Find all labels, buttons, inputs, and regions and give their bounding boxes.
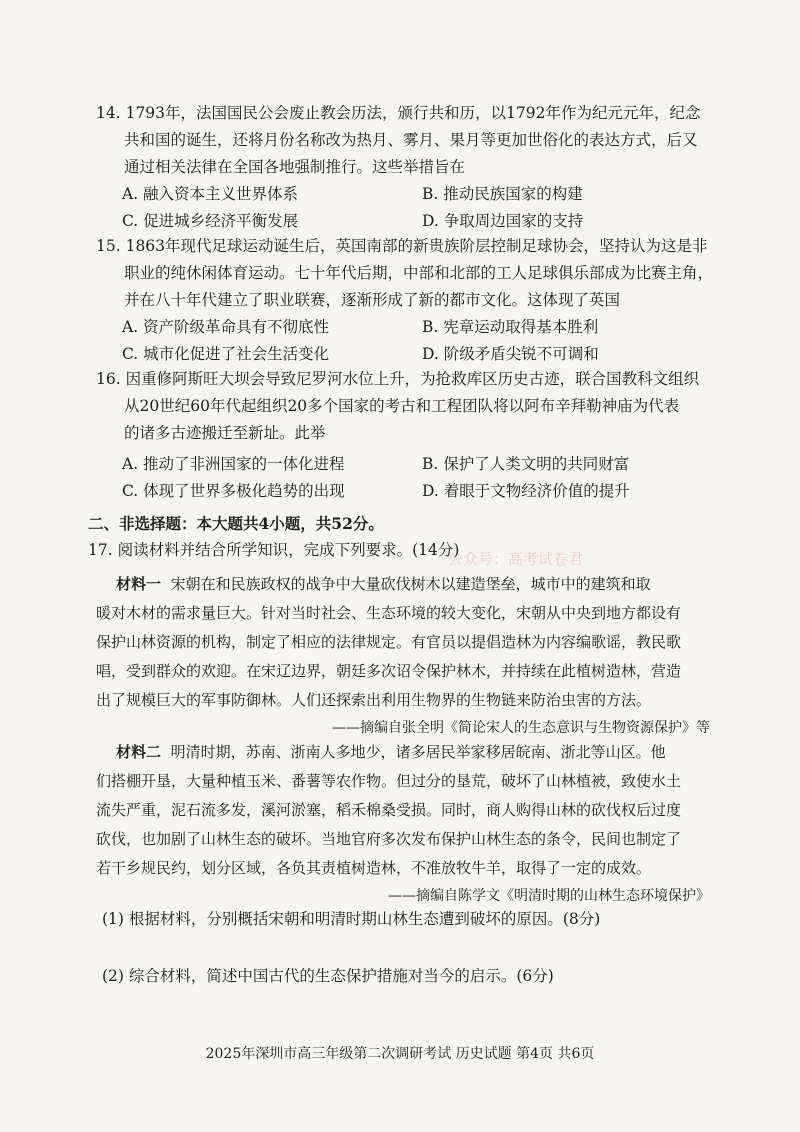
material-line: 出了规模巨大的军事防御林。人们还探索出利用生物界的生物链来防治虫害的方法。 [96,691,652,709]
question-16 [96,366,736,505]
material-line [96,738,716,767]
material-line: 唱，受到群众的欢迎。在宋辽边界，朝廷多次诏令保护林木，并持续在此植树造林，营造 [96,662,682,680]
question-stem-line: 14. 1793年，法国国民公会废止教会历法，颁行共和历，以1792年作为纪元元年，纪念 [96,104,701,122]
option-c: C. 城市化促进了社会生活变化 [122,345,330,363]
question-17-intro: 17. 阅读材料并结合所学知识，完成下列要求。(14分) [88,541,460,559]
material-1-source: ——摘编自张全明《简论宋人的生态意识与生物资源保护》等 [332,720,710,736]
option-d: D. 争取周边国家的支持 [422,212,584,230]
section-title: 二、非选择题：本大题共4小题，共52分。 [88,514,384,533]
material-line [96,570,716,599]
material-line: 流失严重，泥石流多发，溪河淤塞，稻禾棉桑受损。同时，商人购得山林的砍伐权后过度 [96,801,682,819]
watermark-text: 公众号：高考试卷君 [448,550,584,568]
question-stem-line: 通过相关法律在全国各地强制推行。这些举措旨在 [124,158,466,176]
option-d: D. 阶级矛盾尖锐不可调和 [422,345,599,363]
question-stem-line: 从20世纪60年代起组织20多个国家的考古和工程团队将以阿布辛拜勒神庙为代表 [124,397,680,415]
options-grid [96,447,736,505]
material-line: 砍伐，也加剧了山林生态的破坏。当地官府多次发布保护山林生态的条令，民间也制定了 [96,830,682,848]
question-stem-line: 的诸多古迹搬迁至新址。此举 [124,424,326,442]
page-footer: 2025年深圳市高三年级第二次调研考试 历史试题 第4页 共6页 [205,1046,595,1062]
options-grid [96,314,736,368]
material-text: 宋朝在和民族政权的战争中大量砍伐树木以建造堡垒，城市中的建筑和取 [170,575,651,593]
question-stem-line: 共和国的诞生，还将月份名称改为热月、雾月、果月等更加世俗化的表达方式，后又 [124,131,698,149]
question-14 [96,100,736,235]
option-a: A. 推动了非洲国家的一体化进程 [122,455,345,473]
material-1-heading: 材料一 [116,575,162,593]
question-15 [96,233,736,368]
question-stem-line: 并在八十年代建立了职业联赛，逐渐形成了新的都市文化。这体现了英国 [124,291,621,309]
option-b: B. 宪章运动取得基本胜利 [422,318,599,336]
option-d: D. 着眼于文物经济价值的提升 [422,482,630,500]
option-b: B. 推动民族国家的构建 [422,185,583,203]
material-2-source: ——摘编自陈学文《明清时期的山林生态环境保护》 [388,888,710,904]
option-a: A. 资产阶级革命具有不彻底性 [122,318,330,336]
question-stem-line: 16. 因重修阿斯旺大坝会导致尼罗河水位上升，为抢救库区历史古迹，联合国教科文组织 [96,370,700,388]
subquestion-text: (2) 综合材料，简述中国古代的生态保护措施对当今的启示。(6分) [102,967,554,985]
question-stem-line: 15. 1863年现代足球运动诞生后，英国南部的新贵族阶层控制足球协会，坚持认为这是非 [96,237,708,255]
options-grid [96,181,736,235]
material-line: 们搭棚开垦，大量种植玉米、番薯等农作物。但过分的垦荒，破坏了山林植被，致使水土 [96,772,682,790]
section-2 [88,510,728,564]
subquestion-text: (1) 根据材料，分别概括宋朝和明清时期山林生态遭到破坏的原因。(8分) [102,910,601,928]
material-2 [96,738,716,909]
material-line: 暖对木材的需求量巨大。针对当时社会、生态环境的较大变化，宋朝从中央到地方都设有 [96,604,682,622]
question-stem-line: 职业的纯休闲体育运动。七十年代后期，中部和北部的工人足球俱乐部成为比赛主角， [124,264,714,282]
material-2-heading: 材料二 [116,743,162,761]
subquestion-2 [96,962,736,990]
material-line: 保护山林资源的机构，制定了相应的法律规定。有官员以提倡造林为内容编歌谣，教民歌 [96,633,682,651]
subquestion-1 [96,905,736,933]
material-line: 若干乡规民约，划分区域，各负其责植树造林，不准放牧牛羊，取得了一定的成效。 [96,859,652,877]
option-c: C. 促进城乡经济平衡发展 [122,212,299,230]
material-1 [96,570,716,741]
option-c: C. 体现了世界多极化趋势的出现 [122,482,345,500]
option-b: B. 保护了人类文明的共同财富 [422,455,630,473]
option-a: A. 融入资本主义世界体系 [122,185,299,203]
material-text: 明清时期，苏南、浙南人多地少，诸多居民举家移居皖南、浙北等山区。他 [170,743,666,761]
